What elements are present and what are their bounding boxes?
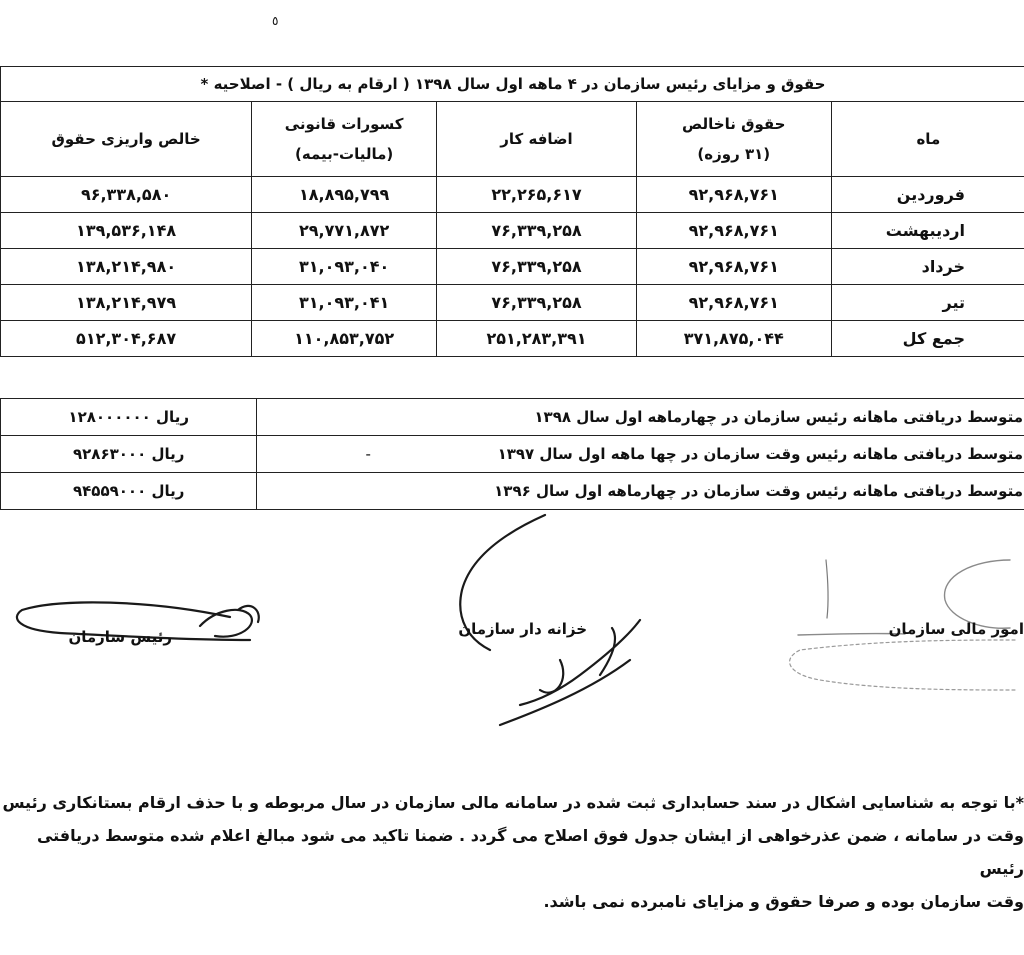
page-mark: ٥ (272, 14, 279, 28)
average-description: متوسط دریافتی ماهانه رئیس وقت سازمان در چهارماهه اول سال ۱۳۹۶ (257, 473, 1024, 510)
header-deductions-sub: (مالیات-بیمه) (295, 145, 394, 163)
average-value: ۱۲۸۰۰۰۰۰۰ ریال (1, 399, 257, 436)
average-value: ۹۴۵۵۹۰۰۰ ریال (1, 473, 257, 510)
cell-month: تیر (831, 285, 1024, 321)
header-month: ماه (831, 102, 1024, 177)
header-net: خالص واریزی حقوق (1, 102, 252, 177)
cell-month: خرداد (831, 249, 1024, 285)
cell-net: ۹۶,۳۳۸,۵۸۰ (1, 177, 252, 213)
signature-finance-arc (790, 640, 1015, 690)
footnote-line: *با توجه به شناسایی اشکال در سند حسابداری ثبت شده در سامانه مالی سازمان در سال مربوطه و با حذف ارقام بستانکاری رئیس (2, 793, 1024, 812)
cell-overtime: ۷۶,۳۳۹,۲۵۸ (437, 213, 637, 249)
cell-deductions: ۱۸,۸۹۵,۷۹۹ (252, 177, 437, 213)
header-gross-label: حقوق ناخالص (682, 115, 786, 133)
cell-gross: ۹۲,۹۶۸,۷۶۱ (636, 285, 831, 321)
cell-net: ۱۳۸,۲۱۴,۹۷۹ (1, 285, 252, 321)
average-value: ۹۲۸۶۳۰۰۰ ریال (1, 436, 257, 473)
average-dash: - (365, 445, 371, 463)
signature-treasurer-label: خزانه دار سازمان (458, 620, 587, 638)
cell-overtime: ۲۲,۲۶۵,۶۱۷ (437, 177, 637, 213)
cell-overtime: ۷۶,۳۳۹,۲۵۸ (437, 285, 637, 321)
cell-net: ۱۳۹,۵۳۶,۱۴۸ (1, 213, 252, 249)
cell-month: اردیبهشت (831, 213, 1024, 249)
average-description-text: متوسط دریافتی ماهانه رئیس وقت سازمان در چها ماهه اول سال ۱۳۹۷ (497, 445, 1023, 463)
header-deductions-label: کسورات قانونی (284, 115, 404, 133)
signature-head-label: رئیس سازمان (68, 628, 172, 646)
cell-overtime: ۲۵۱,۲۸۳,۳۹۱ (437, 321, 637, 357)
header-overtime: اضافه کار (437, 102, 637, 177)
cell-gross: ۳۷۱,۸۷۵,۰۴۴ (636, 321, 831, 357)
cell-gross: ۹۲,۹۶۸,۷۶۱ (636, 249, 831, 285)
footnote-line: وقت در سامانه ، ضمن عذرخواهی از ایشان جدول فوق اصلاح می گردد . ضمنا تاکید می شود مبالغ اعلام شده متوسط دریافتی رئیس (36, 826, 1024, 878)
cell-overtime: ۷۶,۳۳۹,۲۵۸ (437, 249, 637, 285)
cell-deductions: ۳۱,۰۹۳,۰۴۰ (252, 249, 437, 285)
footnote (0, 786, 1024, 918)
cell-gross: ۹۲,۹۶۸,۷۶۱ (636, 213, 831, 249)
header-gross-sub: (۳۱ روزه) (697, 145, 771, 163)
cell-gross: ۹۲,۹۶۸,۷۶۱ (636, 177, 831, 213)
footnote-line: وقت سازمان بوده و صرفا حقوق و مزایای نامبرده نمی باشد. (543, 892, 1024, 911)
signature-head-loop (200, 606, 259, 637)
cell-month: جمع کل (831, 321, 1024, 357)
cell-net: ۱۳۸,۲۱۴,۹۸۰ (1, 249, 252, 285)
cell-month: فروردین (831, 177, 1024, 213)
signature-finance-label: امور مالی سازمان (888, 620, 1024, 638)
cell-deductions: ۲۹,۷۷۱,۸۷۲ (252, 213, 437, 249)
cell-net: ۵۱۲,۳۰۴,۶۸۷ (1, 321, 252, 357)
cell-deductions: ۱۱۰,۸۵۳,۷۵۲ (252, 321, 437, 357)
average-description: متوسط دریافتی ماهانه رئیس سازمان در چهارماهه اول سال ۱۳۹۸ (257, 399, 1024, 436)
signature-finance-tick (826, 560, 828, 618)
cell-deductions: ۳۱,۰۹۳,۰۴۱ (252, 285, 437, 321)
table-title: حقوق و مزایای رئیس سازمان در ۴ ماهه اول سال ۱۳۹۸ ( ارقام به ریال ) - اصلاحیه * (1, 67, 1024, 102)
